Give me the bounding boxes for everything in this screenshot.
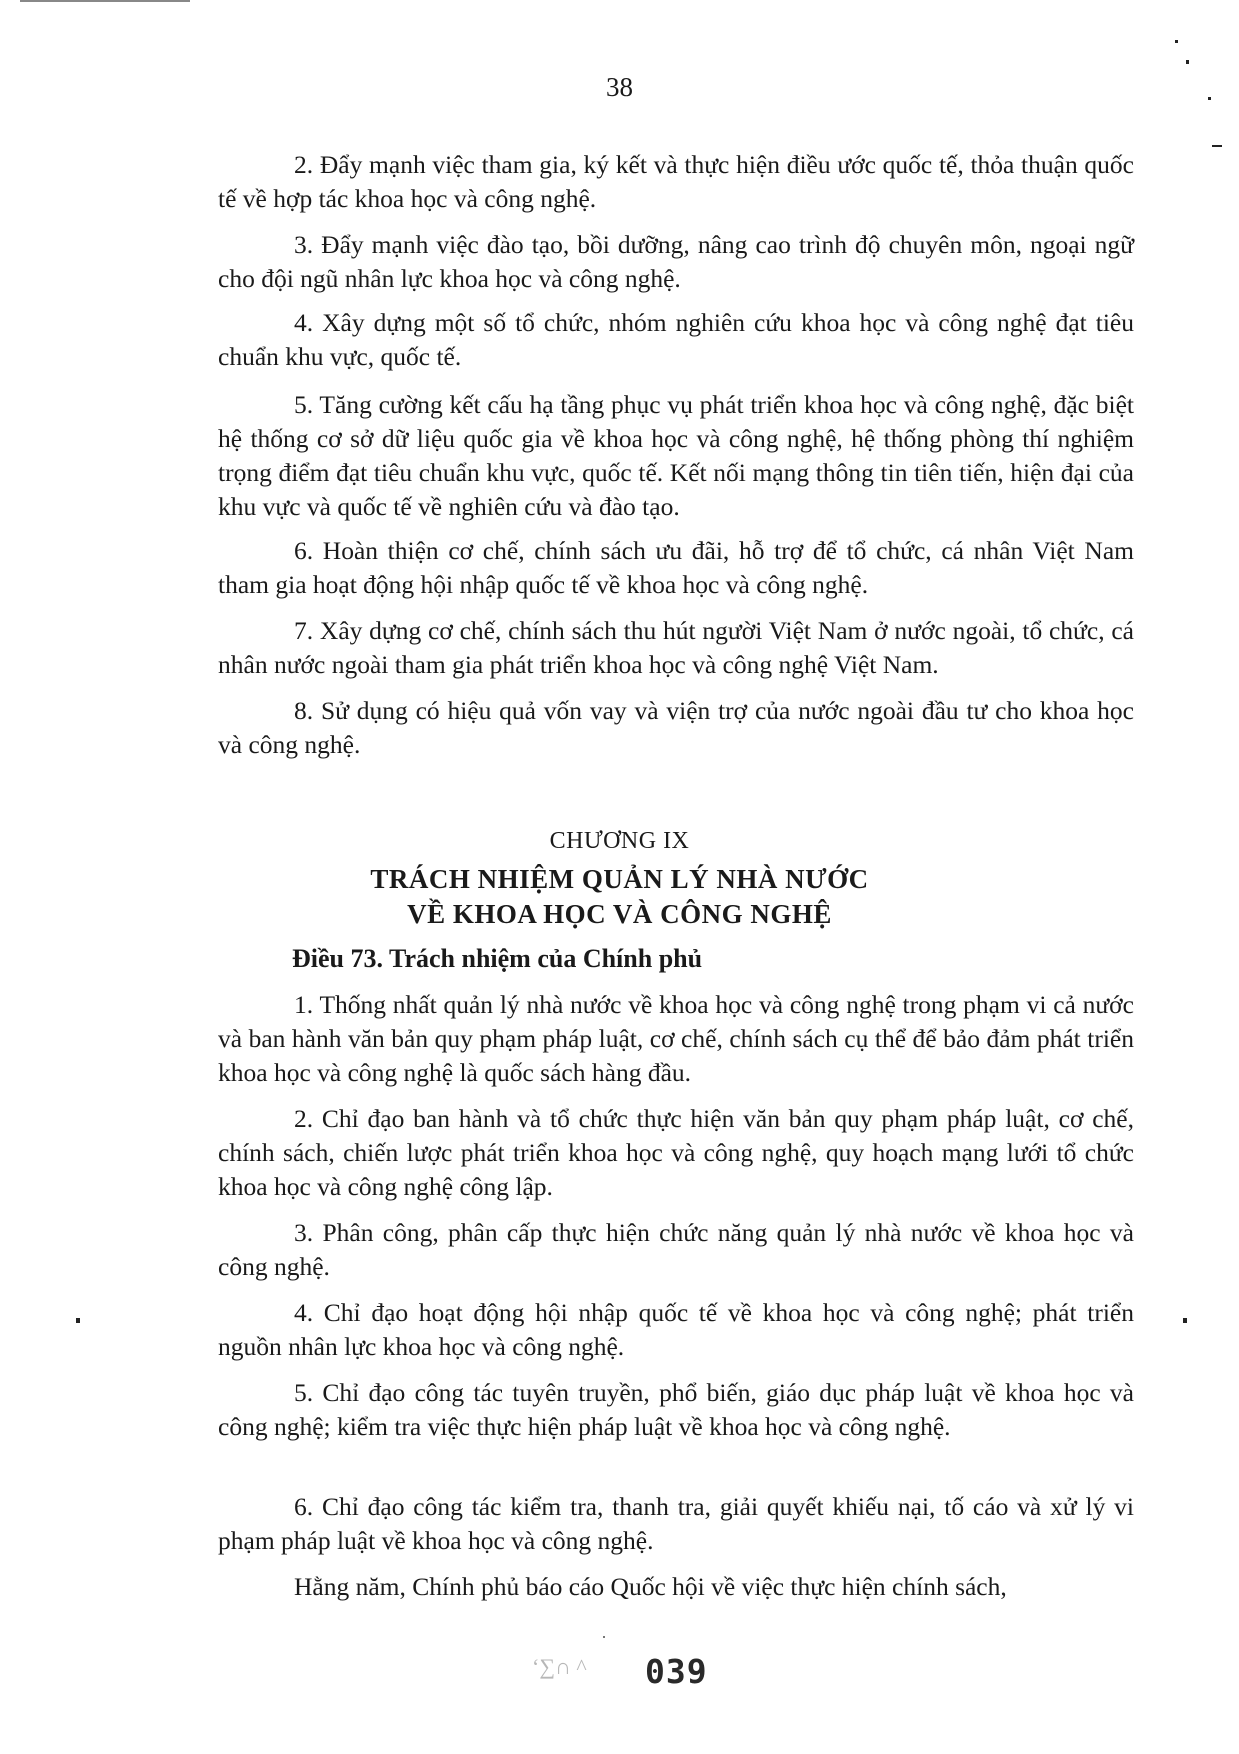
list-item: 3. Phân công, phân cấp thực hiện chức năng quản lý nhà nước về khoa học và công nghệ. [218, 1218, 1134, 1281]
stamp-code: 039 [645, 1652, 708, 1691]
list-item: 2. Chỉ đạo ban hành và tổ chức thực hiện văn bản quy phạm pháp luật, cơ chế, chính sách, chiến lược phát triển khoa học và công nghệ, quy hoạch mạng lưới tổ chức khoa học và công nghệ công lập. [218, 1104, 1134, 1201]
list-item: 5. Tăng cường kết cấu hạ tầng phục vụ phát triển khoa học và công nghệ, đặc biệt hệ thống cơ sở dữ liệu quốc gia về khoa học và công nghệ, hệ thống phòng thí nghiệm trọng điểm đạt tiêu chuẩn khu vực, quốc tế. Kết nối mạng thông tin tiên tiến, hiện đại của khu vực và quốc tế về nghiên cứu và đào tạo. [218, 390, 1134, 521]
list-item: 1. Thống nhất quản lý nhà nước về khoa học và công nghệ trong phạm vi cả nước và ban hành văn bản quy phạm pháp luật, cơ chế, chính sách cụ thể để bảo đảm phát triển khoa học và công nghệ là quốc sách hàng đầu. [218, 990, 1134, 1087]
list-item: Hằng năm, Chính phủ báo cáo Quốc hội về việc thực hiện chính sách, [294, 1572, 1007, 1601]
chapter-label: CHƯƠNG IX [549, 828, 690, 854]
scan-dot [1175, 40, 1178, 43]
article-heading: Điều 73. Trách nhiệm của Chính phủ [292, 944, 703, 973]
scan-dot [1183, 1318, 1187, 1323]
page-number: 38 [606, 72, 633, 102]
list-item: 4. Chỉ đạo hoạt động hội nhập quốc tế về khoa học và công nghệ; phát triển nguồn nhân lực khoa học và công nghệ. [218, 1298, 1134, 1361]
scan-dot [1208, 97, 1211, 100]
scan-dot [603, 1636, 605, 1638]
chapter-title-line-1: TRÁCH NHIỆM QUẢN LÝ NHÀ NƯỚC [370, 864, 869, 894]
scan-dot [76, 1318, 80, 1323]
scan-dash [1212, 145, 1222, 147]
list-item: 3. Đẩy mạnh việc đào tạo, bồi dưỡng, nâng cao trình độ chuyên môn, ngoại ngữ cho đội ngũ nhân lực khoa học và công nghệ. [218, 230, 1134, 293]
list-item: 2. Đẩy mạnh việc tham gia, ký kết và thực hiện điều ước quốc tế, thỏa thuận quốc tế về hợp tác khoa học và công nghệ. [218, 150, 1134, 213]
scan-artifact-top [20, 0, 190, 2]
stamp-smudge [528, 1652, 608, 1682]
svg-text:‘∑∩ ^: ‘∑∩ ^ [532, 1654, 587, 1679]
list-item: 4. Xây dựng một số tổ chức, nhóm nghiên cứu khoa học và công nghệ đạt tiêu chuẩn khu vực, quốc tế. [218, 308, 1134, 371]
scan-dot [1186, 60, 1189, 64]
list-item: 5. Chỉ đạo công tác tuyên truyền, phổ biến, giáo dục pháp luật về khoa học và công nghệ; kiểm tra việc thực hiện pháp luật về khoa học và công nghệ. [218, 1378, 1134, 1441]
list-item: 6. Chỉ đạo công tác kiểm tra, thanh tra, giải quyết khiếu nại, tố cáo và xử lý vi phạm pháp luật về khoa học và công nghệ. [218, 1492, 1134, 1555]
list-item: 7. Xây dựng cơ chế, chính sách thu hút người Việt Nam ở nước ngoài, tổ chức, cá nhân nước ngoài tham gia phát triển khoa học và công nghệ Việt Nam. [218, 616, 1134, 679]
list-item: 8. Sử dụng có hiệu quả vốn vay và viện trợ của nước ngoài đầu tư cho khoa học và công nghệ. [218, 696, 1134, 759]
chapter-title-line-2: VỀ KHOA HỌC VÀ CÔNG NGHỆ [407, 899, 832, 929]
list-item: 6. Hoàn thiện cơ chế, chính sách ưu đãi, hỗ trợ để tổ chức, cá nhân Việt Nam tham gia hoạt động hội nhập quốc tế về khoa học và công nghệ. [218, 536, 1134, 599]
